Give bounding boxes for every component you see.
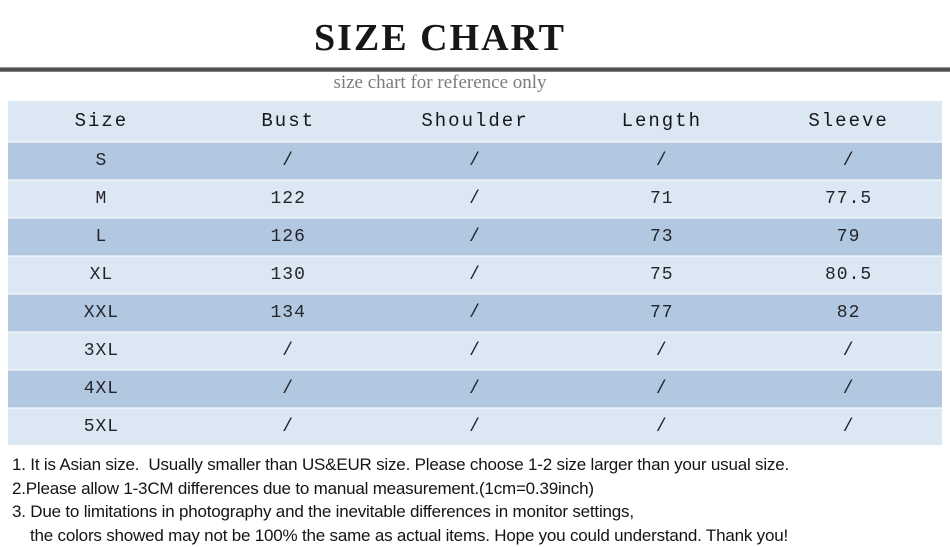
value-cell: /	[382, 256, 569, 294]
value-cell: /	[382, 180, 569, 218]
value-cell: /	[568, 408, 755, 445]
value-cell: 122	[195, 180, 382, 218]
note-line-3: 3. Due to limitations in photography and the inevitable differences in monitor settings,	[12, 500, 950, 524]
table-row-xl	[8, 256, 942, 294]
value-cell: /	[755, 370, 942, 408]
size-chart-page	[0, 14, 950, 547]
value-cell: 130	[195, 256, 382, 294]
page-subtitle: size chart for reference only	[0, 72, 880, 94]
value-cell: /	[568, 370, 755, 408]
value-cell: /	[382, 294, 569, 332]
table-row-l	[8, 218, 942, 256]
value-cell: 75	[568, 256, 755, 294]
value-cell: /	[382, 408, 569, 445]
table-row-m	[8, 180, 942, 218]
value-cell: 82	[755, 294, 942, 332]
column-header-bust: Bust	[195, 101, 382, 142]
value-cell: 77	[568, 294, 755, 332]
value-cell: /	[755, 408, 942, 445]
value-cell: 73	[568, 218, 755, 256]
size-cell: S	[8, 142, 195, 180]
size-cell: 5XL	[8, 408, 195, 445]
value-cell: /	[755, 142, 942, 180]
value-cell: 77.5	[755, 180, 942, 218]
value-cell: 126	[195, 218, 382, 256]
table-row-3xl	[8, 332, 942, 370]
page-title: SIZE CHART	[0, 14, 880, 62]
size-cell: 4XL	[8, 370, 195, 408]
value-cell: /	[382, 332, 569, 370]
value-cell: /	[568, 332, 755, 370]
table-row-s	[8, 142, 942, 180]
column-header-size: Size	[8, 101, 195, 142]
value-cell: /	[755, 332, 942, 370]
value-cell: /	[382, 370, 569, 408]
size-cell: XL	[8, 256, 195, 294]
size-table	[8, 101, 942, 445]
value-cell: /	[568, 142, 755, 180]
note-line-2: 2.Please allow 1-3CM differences due to manual measurement.(1cm=0.39inch)	[12, 477, 950, 501]
column-header-length: Length	[568, 101, 755, 142]
value-cell: /	[195, 408, 382, 445]
value-cell: /	[382, 218, 569, 256]
table-header-row	[8, 101, 942, 142]
table-row-xxl	[8, 294, 942, 332]
value-cell: 134	[195, 294, 382, 332]
value-cell: 80.5	[755, 256, 942, 294]
note-line-1: 1. It is Asian size. Usually smaller than US&EUR size. Please choose 1-2 size larger than your usual size.	[12, 453, 950, 477]
size-cell: M	[8, 180, 195, 218]
table-row-4xl	[8, 370, 942, 408]
column-header-shoulder: Shoulder	[382, 101, 569, 142]
value-cell: /	[195, 142, 382, 180]
value-cell: 79	[755, 218, 942, 256]
value-cell: /	[195, 370, 382, 408]
size-cell: 3XL	[8, 332, 195, 370]
table-row-5xl	[8, 408, 942, 445]
column-header-sleeve: Sleeve	[755, 101, 942, 142]
note-line-4: the colors showed may not be 100% the same as actual items. Hope you could understand. Thank you!	[12, 524, 950, 547]
size-cell: XXL	[8, 294, 195, 332]
size-cell: L	[8, 218, 195, 256]
value-cell: /	[195, 332, 382, 370]
value-cell: 71	[568, 180, 755, 218]
value-cell: /	[382, 142, 569, 180]
